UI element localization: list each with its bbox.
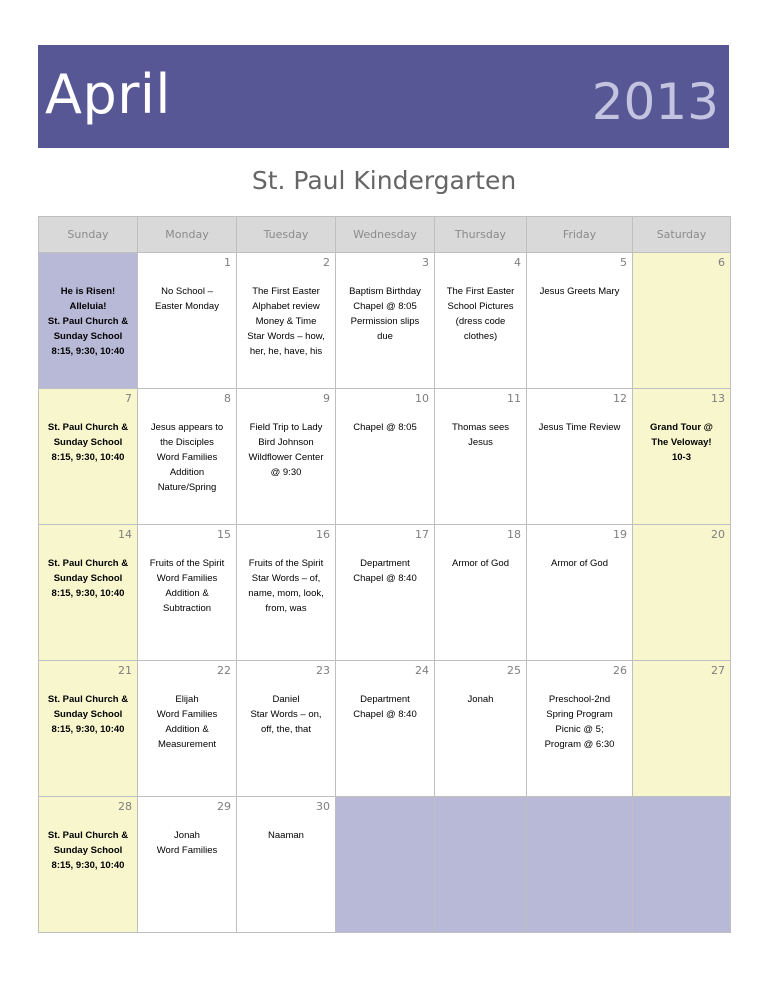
day-cell-content [138,797,236,932]
event-line: 8:15, 9:30, 10:40 [51,346,125,357]
day-cell-content [39,525,137,660]
event-line: No School – [161,286,213,297]
day-cell [237,525,336,661]
event-line: The Veloway! [651,437,712,448]
event-line: St. Paul Church & [47,316,129,327]
event-line: Thomas sees [451,422,510,433]
event-line: Preschool-2nd [548,694,611,705]
day-cell-content [237,797,335,932]
day-cell [237,253,336,389]
day-cell-content [336,525,434,660]
day-number: 21 [118,664,132,677]
weekday-saturday: Saturday [633,217,731,253]
day-events [438,692,523,707]
weekday-thursday: Thursday [435,217,527,253]
day-cell-content [39,661,137,796]
day-cell-content [39,389,137,524]
day-events [240,556,332,616]
weekday-wednesday: Wednesday [336,217,435,253]
day-events [240,828,332,843]
weekday-tuesday: Tuesday [237,217,336,253]
event-line: Elijah [175,694,199,705]
day-cell [435,253,527,389]
day-events [438,556,523,571]
event-line: Jonah [467,694,494,705]
day-cell-content [527,661,632,796]
day-number: 9 [323,392,330,405]
day-cell [336,525,435,661]
event-line: St. Paul Church & [47,558,129,569]
event-line: Armor of God [550,558,609,569]
day-number: 20 [711,528,725,541]
day-cell [527,661,633,797]
event-line: Star Words – how, [247,331,325,342]
day-number: 5 [620,256,627,269]
day-cell-content [237,253,335,388]
day-cell-content [435,525,526,660]
day-number: 26 [613,664,627,677]
weekday-monday: Monday [138,217,237,253]
event-line: @ 9:30 [270,467,302,478]
empty-day-cell [527,797,633,933]
event-line: Jesus appears to [150,422,224,433]
day-number: 12 [613,392,627,405]
day-events [339,556,431,586]
event-line: Addition & [165,588,209,599]
day-cell-content [39,797,137,932]
week-row [39,525,731,661]
empty-day-cell [435,797,527,933]
event-line: Nature/Spring [157,482,217,493]
day-number: 1 [224,256,231,269]
event-line: off, the, that [260,724,311,735]
day-number: 18 [507,528,521,541]
day-cell-content [237,389,335,524]
event-line: St. Paul Church & [47,694,129,705]
day-events [530,284,629,299]
day-events [530,692,629,752]
calendar-subtitle: St. Paul Kindergarten [251,166,517,195]
day-cell [435,389,527,525]
event-line: Field Trip to Lady [249,422,323,433]
day-number: 4 [514,256,521,269]
day-cell-content [336,661,434,796]
event-line: Jesus Greets Mary [539,286,620,297]
empty-day-cell [633,797,731,933]
event-line: Alphabet review [252,301,320,312]
day-cell [39,525,138,661]
day-number: 16 [316,528,330,541]
event-line: Bird Johnson [258,437,314,448]
event-line: Chapel @ 8:05 [353,422,417,433]
day-number: 15 [217,528,231,541]
day-cell [527,253,633,389]
event-line: Easter Monday [155,301,219,312]
day-number: 28 [118,800,132,813]
day-cell [336,253,435,389]
event-line: Sunday School [53,437,123,448]
month-title: April [45,63,171,126]
day-cell [237,661,336,797]
event-line: Department [360,558,410,569]
event-line: 8:15, 9:30, 10:40 [51,452,125,463]
event-line: 10-3 [671,452,691,463]
day-cell-content [435,253,526,388]
weekday-sunday: Sunday [39,217,138,253]
day-number: 19 [613,528,627,541]
event-line: Fruits of the Spirit [248,558,324,569]
day-events [42,556,134,601]
week-row [39,661,731,797]
month-banner [38,45,729,148]
day-events [141,284,233,314]
event-line: Jesus Time Review [538,422,621,433]
event-line: Naaman [268,830,304,841]
event-line: Chapel @ 8:05 [353,301,417,312]
day-events [141,420,233,495]
day-number: 14 [118,528,132,541]
day-events [530,420,629,435]
year-title: 2013 [591,73,719,131]
day-cell [138,525,237,661]
day-number: 7 [125,392,132,405]
event-line: St. Paul Church & [47,422,129,433]
day-events [240,284,332,359]
event-line: Daniel [272,694,300,705]
day-events [240,692,332,737]
event-line: Jesus [468,437,493,448]
event-line: name, mom, look, [248,588,324,599]
day-number: 27 [711,664,725,677]
day-cell-content [138,253,236,388]
event-line: Sunday School [53,331,123,342]
event-line: Star Words – of, [251,573,321,584]
day-cell-content [237,661,335,796]
day-events [339,420,431,435]
event-line: Money & Time [255,316,317,327]
day-number: 3 [422,256,429,269]
event-line: Chapel @ 8:40 [353,709,417,720]
event-line: due [377,331,393,342]
day-number: 25 [507,664,521,677]
day-cell-content [527,389,632,524]
week-row [39,389,731,525]
day-cell-content [237,525,335,660]
weekday-friday: Friday [527,217,633,253]
event-line: Department [360,694,410,705]
calendar-grid [38,216,731,933]
event-line: 8:15, 9:30, 10:40 [51,588,125,599]
day-cell-content [633,525,730,660]
event-line: Star Words – on, [250,709,322,720]
day-cell [237,797,336,933]
event-line: School Pictures [447,301,514,312]
day-cell-content [435,389,526,524]
day-cell [633,253,731,389]
event-line: Jonah [174,830,200,841]
day-number: 29 [217,800,231,813]
event-line: Fruits of the Spirit [149,558,225,569]
event-line: The First Easter [252,286,320,297]
event-line: Baptism Birthday [349,286,421,297]
event-line: Permission slips [350,316,420,327]
day-cell [138,661,237,797]
event-line: 8:15, 9:30, 10:40 [51,860,125,871]
event-line: Subtraction [162,603,212,614]
event-line: He is Risen! [60,286,116,297]
event-line: 8:15, 9:30, 10:40 [51,724,125,735]
event-line: Spring Program [546,709,613,720]
day-cell-content [633,389,730,524]
day-events [42,828,134,873]
day-cell [39,389,138,525]
day-cell-content [435,661,526,796]
day-number: 30 [316,800,330,813]
day-cell-content [633,253,730,388]
day-cell [633,661,731,797]
day-cell [138,389,237,525]
day-number: 11 [507,392,521,405]
day-number: 17 [415,528,429,541]
day-number: 2 [323,256,330,269]
day-cell [138,253,237,389]
event-line: Program @ 6:30 [544,739,615,750]
day-cell [633,389,731,525]
day-cell [527,389,633,525]
day-cell [527,525,633,661]
day-number: 22 [217,664,231,677]
event-line: Sunday School [53,709,123,720]
day-cell-content [527,525,632,660]
day-events [636,420,727,465]
empty-day-cell [336,797,435,933]
day-cell [435,525,527,661]
event-line: Word Families [156,709,218,720]
day-cell-content [138,661,236,796]
event-line: the Disciples [160,437,214,448]
day-cell [39,661,138,797]
week-row [39,797,731,933]
event-line: Sunday School [53,845,123,856]
day-events [438,284,523,344]
day-events [339,692,431,722]
event-line: Measurement [157,739,217,750]
day-cell [336,661,435,797]
day-events [141,692,233,752]
day-cell [336,389,435,525]
event-line: Word Families [156,452,218,463]
day-events [141,828,233,858]
day-cell-content [527,253,632,388]
day-cell [39,797,138,933]
day-events [240,420,332,480]
day-events [141,556,233,616]
day-number: 6 [718,256,725,269]
day-events [42,284,134,359]
event-line: (dress code [455,316,506,327]
day-number: 8 [224,392,231,405]
event-line: Word Families [156,845,218,856]
week-row [39,253,731,389]
day-cell [633,525,731,661]
day-events [530,556,629,571]
day-cell [39,253,138,389]
event-line: Alleluia! [69,301,107,312]
event-line: from, was [265,603,307,614]
day-cell-content [138,525,236,660]
event-line: clothes) [463,331,498,342]
event-line: The First Easter [446,286,515,297]
day-number: 10 [415,392,429,405]
day-events [42,692,134,737]
event-line: Addition & [165,724,209,735]
event-line: Wildflower Center [248,452,324,463]
day-cell-content [39,253,137,388]
day-events [339,284,431,344]
event-line: Addition [169,467,205,478]
day-cell-content [336,253,434,388]
day-cell-content [336,389,434,524]
day-number: 24 [415,664,429,677]
day-cell-content [633,661,730,796]
day-number: 23 [316,664,330,677]
day-cell-content [138,389,236,524]
event-line: Armor of God [451,558,510,569]
weekday-header-row [39,217,731,253]
day-events [438,420,523,450]
event-line: Grand Tour @ [650,422,713,433]
day-events [42,420,134,465]
event-line: her, he, have, his [249,346,323,357]
day-number: 13 [711,392,725,405]
event-line: Word Families [156,573,218,584]
event-line: St. Paul Church & [47,830,129,841]
event-line: Sunday School [53,573,123,584]
event-line: Chapel @ 8:40 [353,573,417,584]
day-cell [237,389,336,525]
day-cell [435,661,527,797]
event-line: Picnic @ 5; [555,724,604,735]
day-cell [138,797,237,933]
